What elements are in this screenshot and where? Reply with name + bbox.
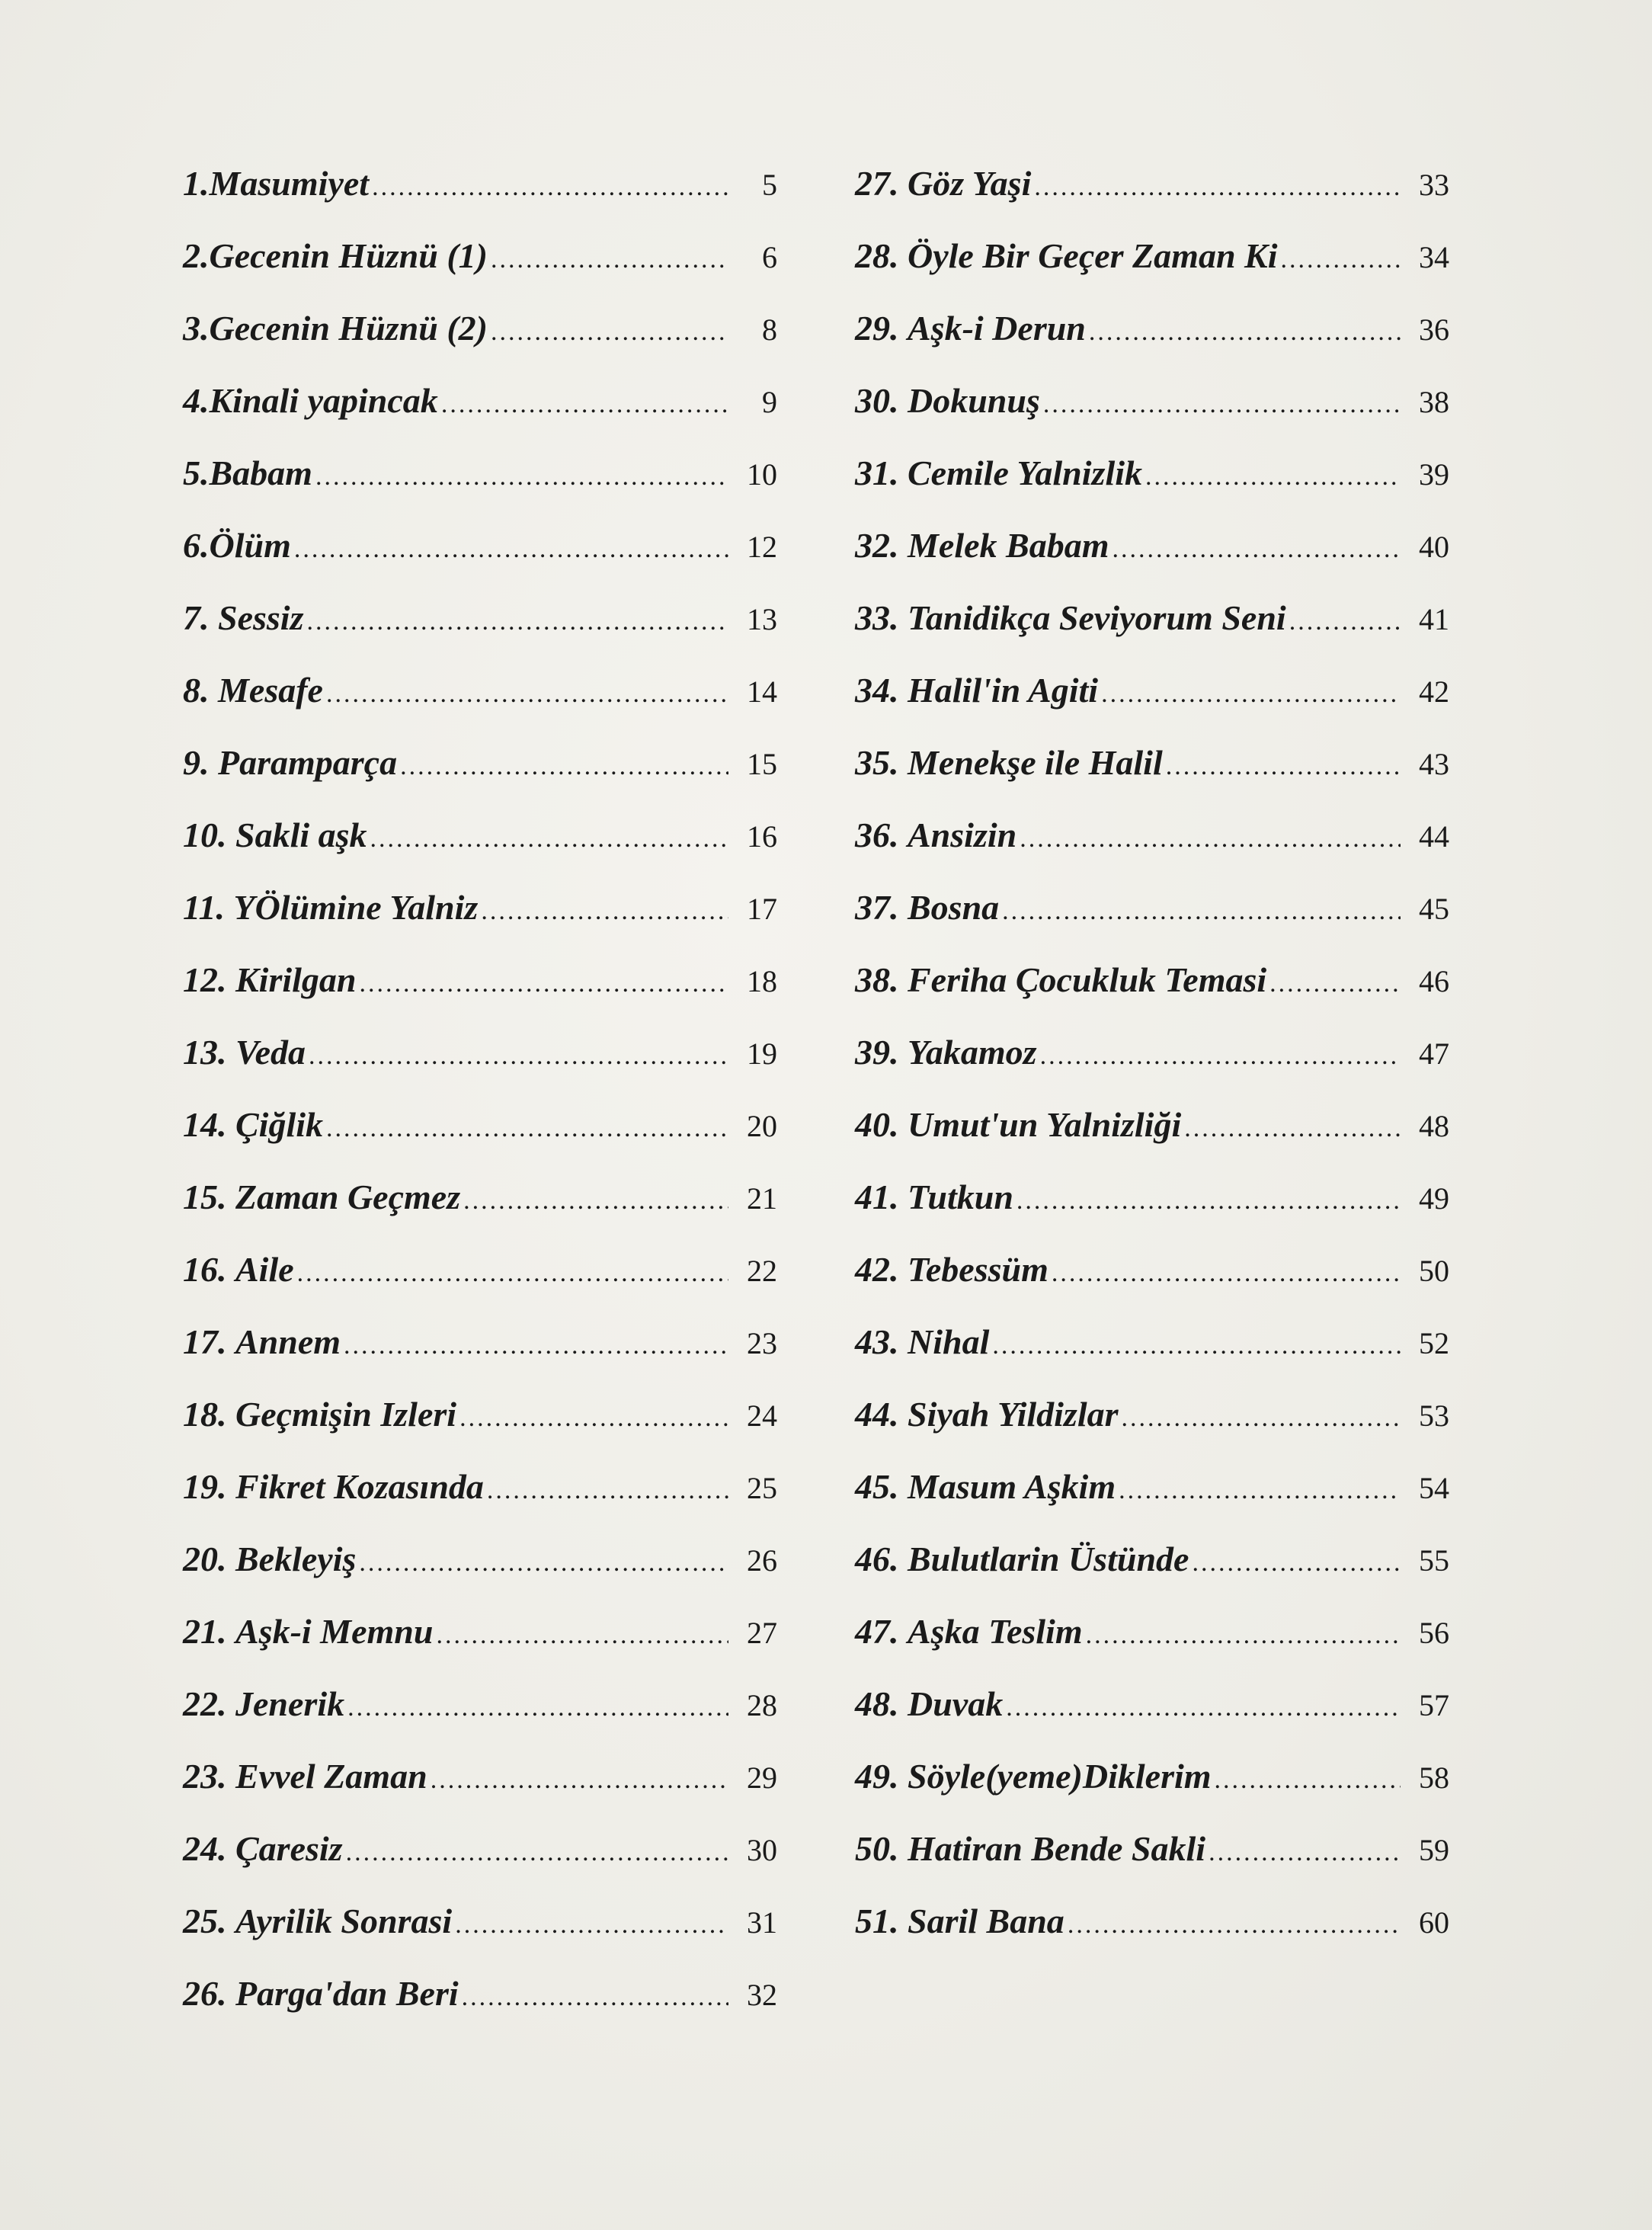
toc-entry xyxy=(855,235,1449,308)
toc-entry xyxy=(183,308,777,380)
dot-leader xyxy=(1145,463,1401,492)
dot-leader xyxy=(1122,1404,1401,1433)
entry-number: 22. xyxy=(183,1684,227,1723)
entry-number: 34. xyxy=(855,671,899,710)
entry-page-number: 15 xyxy=(747,747,777,781)
toc-entry xyxy=(183,1684,777,1756)
toc-entry xyxy=(855,742,1449,815)
entry-number: 7. xyxy=(183,598,210,637)
entry-page-number: 45 xyxy=(1419,892,1449,926)
entry-number: 11. xyxy=(183,888,225,927)
entry-number: 1. xyxy=(183,164,210,203)
toc-entry xyxy=(855,1394,1449,1466)
entry-title: Gecenin Hüznü (2) xyxy=(209,309,488,348)
entry-number: 6. xyxy=(183,526,210,565)
toc-entry xyxy=(183,670,777,742)
dot-leader xyxy=(491,318,728,347)
entry-title: Melek Babam xyxy=(908,526,1109,565)
toc-entry xyxy=(183,1973,777,2046)
entry-number: 33. xyxy=(855,598,899,637)
entry-title: Feriha Çocukluk Temasi xyxy=(908,960,1267,999)
entry-title: Bekleyiş xyxy=(235,1540,357,1578)
entry-page-number: 12 xyxy=(747,530,777,564)
entry-title: Saril Bana xyxy=(908,1902,1065,1940)
dot-leader xyxy=(359,1549,728,1578)
toc-left-column xyxy=(183,163,777,2046)
entry-number: 17. xyxy=(183,1322,227,1361)
entry-number: 24. xyxy=(183,1829,227,1868)
entry-number: 16. xyxy=(183,1250,227,1289)
entry-title: Bosna xyxy=(908,888,1000,927)
toc-entry xyxy=(183,1322,777,1394)
entry-page-number: 18 xyxy=(747,964,777,998)
toc-entry xyxy=(855,1249,1449,1322)
dot-leader xyxy=(1281,245,1401,274)
entry-title: Parga'dan Beri xyxy=(235,1974,459,2013)
entry-number: 27. xyxy=(855,164,899,203)
toc-entry xyxy=(183,887,777,960)
dot-leader xyxy=(1068,1911,1401,1940)
entry-page-number: 58 xyxy=(1419,1761,1449,1795)
toc-entry xyxy=(855,453,1449,525)
entry-page-number: 10 xyxy=(747,457,777,492)
entry-title: Masumiyet xyxy=(209,164,370,203)
entry-page-number: 8 xyxy=(762,312,777,347)
toc-entry xyxy=(855,1901,1449,1973)
dot-leader xyxy=(297,1259,728,1288)
entry-number: 41. xyxy=(855,1177,899,1216)
entry-number: 44. xyxy=(855,1395,899,1434)
entry-number: 29. xyxy=(855,309,899,348)
dot-leader xyxy=(1006,1693,1401,1722)
entry-page-number: 26 xyxy=(747,1543,777,1578)
entry-page-number: 13 xyxy=(747,602,777,636)
dot-leader xyxy=(1209,1838,1401,1867)
entry-number: 2. xyxy=(183,236,210,275)
entry-page-number: 28 xyxy=(747,1688,777,1722)
entry-title: Göz Yaşi xyxy=(908,164,1032,203)
toc-entry xyxy=(855,1322,1449,1394)
entry-page-number: 52 xyxy=(1419,1326,1449,1360)
entry-title: Annem xyxy=(235,1322,341,1361)
entry-page-number: 36 xyxy=(1419,312,1449,347)
entry-number: 9. xyxy=(183,743,210,782)
entry-number: 47. xyxy=(855,1612,899,1651)
entry-number: 25. xyxy=(183,1902,227,1940)
entry-page-number: 44 xyxy=(1419,819,1449,854)
dot-leader xyxy=(1289,607,1401,636)
dot-leader xyxy=(1112,535,1401,564)
entry-page-number: 57 xyxy=(1419,1688,1449,1722)
entry-title: Umut'un Yalnizliği xyxy=(908,1105,1182,1144)
toc-entry xyxy=(855,1611,1449,1684)
dot-leader xyxy=(1043,390,1401,419)
entry-number: 18. xyxy=(183,1395,227,1434)
dot-leader xyxy=(992,1331,1401,1360)
entry-title: Aile xyxy=(235,1250,294,1289)
toc-entry xyxy=(183,1394,777,1466)
entry-page-number: 32 xyxy=(747,1978,777,2012)
entry-number: 12. xyxy=(183,960,227,999)
toc-entry xyxy=(855,815,1449,887)
dot-leader xyxy=(462,1983,728,2012)
entry-page-number: 21 xyxy=(747,1181,777,1216)
entry-number: 4. xyxy=(183,381,210,420)
entry-number: 40. xyxy=(855,1105,899,1144)
entry-page-number: 27 xyxy=(747,1616,777,1650)
toc-entry xyxy=(855,887,1449,960)
toc-entry xyxy=(183,1032,777,1104)
entry-title: Veda xyxy=(235,1033,306,1072)
dot-leader xyxy=(1184,1114,1401,1143)
toc-entry xyxy=(855,1756,1449,1828)
dot-leader xyxy=(1119,1476,1401,1505)
dot-leader xyxy=(491,245,728,274)
entry-number: 43. xyxy=(855,1322,899,1361)
toc-entry xyxy=(183,1104,777,1177)
entry-page-number: 40 xyxy=(1419,530,1449,564)
entry-title: Çiğlik xyxy=(235,1105,324,1144)
entry-page-number: 56 xyxy=(1419,1616,1449,1650)
entry-title: Duvak xyxy=(908,1684,1004,1723)
entry-page-number: 6 xyxy=(762,240,777,274)
entry-title: YÖlümine Yalniz xyxy=(233,888,479,927)
entry-title: Aşk-i Memnu xyxy=(235,1612,434,1651)
entry-title: Aşk-i Derun xyxy=(908,309,1086,348)
entry-page-number: 59 xyxy=(1419,1833,1449,1867)
entry-title: Hatiran Bende Sakli xyxy=(908,1829,1206,1868)
entry-number: 14. xyxy=(183,1105,227,1144)
entry-number: 49. xyxy=(855,1757,899,1796)
toc-entry xyxy=(855,308,1449,380)
entry-title: Ayrilik Sonrasi xyxy=(235,1902,453,1940)
dot-leader xyxy=(1016,1187,1401,1216)
toc-entry xyxy=(183,1177,777,1249)
entry-title: Söyle(yeme)Diklerim xyxy=(908,1757,1212,1796)
entry-number: 26. xyxy=(183,1974,227,2013)
entry-number: 39. xyxy=(855,1033,899,1072)
entry-page-number: 5 xyxy=(762,168,777,202)
entry-number: 19. xyxy=(183,1467,227,1506)
entry-title: Dokunuş xyxy=(908,381,1040,420)
entry-number: 37. xyxy=(855,888,899,927)
entry-number: 3. xyxy=(183,309,210,348)
toc-entry xyxy=(183,1466,777,1539)
dot-leader xyxy=(360,969,728,998)
entry-page-number: 25 xyxy=(747,1471,777,1505)
toc-entry xyxy=(183,1249,777,1322)
toc-entry xyxy=(855,1466,1449,1539)
entry-number: 5. xyxy=(183,453,210,492)
entry-page-number: 41 xyxy=(1419,602,1449,636)
entry-number: 38. xyxy=(855,960,899,999)
entry-number: 28. xyxy=(855,236,899,275)
entry-title: Siyah Yildizlar xyxy=(908,1395,1119,1434)
entry-title: Tebessüm xyxy=(908,1250,1049,1289)
toc-entry xyxy=(183,1539,777,1611)
toc-entry xyxy=(183,1828,777,1901)
entry-number: 51. xyxy=(855,1902,899,1940)
entry-page-number: 42 xyxy=(1419,674,1449,709)
entry-title: Halil'in Agiti xyxy=(908,671,1099,710)
toc-entry xyxy=(183,742,777,815)
entry-title: Cemile Yalnizlik xyxy=(908,453,1143,492)
dot-leader xyxy=(463,1187,728,1216)
entry-title: Öyle Bir Geçer Zaman Ki xyxy=(908,236,1278,275)
entry-number: 21. xyxy=(183,1612,227,1651)
dot-leader xyxy=(1002,897,1401,926)
entry-number: 20. xyxy=(183,1540,227,1578)
entry-number: 10. xyxy=(183,815,227,854)
toc-entry xyxy=(183,598,777,670)
toc-entry xyxy=(855,163,1449,235)
dot-leader xyxy=(455,1911,728,1940)
entry-title: Ansizin xyxy=(908,815,1017,854)
entry-title: Tanidikça Seviyorum Seni xyxy=(908,598,1286,637)
entry-number: 30. xyxy=(855,381,899,420)
entry-page-number: 55 xyxy=(1419,1543,1449,1578)
entry-title: Çaresiz xyxy=(235,1829,343,1868)
entry-page-number: 49 xyxy=(1419,1181,1449,1216)
dot-leader xyxy=(1192,1549,1401,1578)
entry-title: Fikret Kozasında xyxy=(235,1467,484,1506)
toc-entry xyxy=(183,380,777,453)
dot-leader xyxy=(487,1476,728,1505)
entry-page-number: 29 xyxy=(747,1761,777,1795)
entry-page-number: 33 xyxy=(1419,168,1449,202)
entry-page-number: 47 xyxy=(1419,1037,1449,1071)
entry-number: 32. xyxy=(855,526,899,565)
entry-title: Zaman Geçmez xyxy=(235,1177,461,1216)
dot-leader xyxy=(294,535,728,564)
entry-page-number: 50 xyxy=(1419,1254,1449,1288)
entry-title: Aşka Teslim xyxy=(908,1612,1083,1651)
entry-page-number: 23 xyxy=(747,1326,777,1360)
dot-leader xyxy=(1269,969,1401,998)
entry-number: 50. xyxy=(855,1829,899,1868)
entry-page-number: 53 xyxy=(1419,1399,1449,1433)
entry-title: Masum Aşkim xyxy=(908,1467,1116,1506)
dot-leader xyxy=(346,1838,728,1867)
entry-page-number: 43 xyxy=(1419,747,1449,781)
entry-title: Geçmişin Izleri xyxy=(235,1395,457,1434)
entry-page-number: 46 xyxy=(1419,964,1449,998)
toc-entry xyxy=(183,163,777,235)
toc-entry xyxy=(183,815,777,887)
dot-leader xyxy=(1034,173,1401,202)
toc-entry xyxy=(855,380,1449,453)
toc-entry xyxy=(183,1756,777,1828)
dot-leader xyxy=(344,1331,728,1360)
entry-title: Menekşe ile Halil xyxy=(908,743,1163,782)
entry-number: 36. xyxy=(855,815,899,854)
toc-entry xyxy=(183,235,777,308)
entry-title: Jenerik xyxy=(235,1684,345,1723)
entry-number: 42. xyxy=(855,1250,899,1289)
dot-leader xyxy=(1166,752,1401,781)
toc-entry xyxy=(855,525,1449,598)
entry-title: Yakamoz xyxy=(908,1033,1037,1072)
entry-page-number: 16 xyxy=(747,819,777,854)
dot-leader xyxy=(309,1042,728,1071)
entry-number: 15. xyxy=(183,1177,227,1216)
entry-page-number: 54 xyxy=(1419,1471,1449,1505)
entry-title: Sakli aşk xyxy=(235,815,367,854)
entry-page-number: 14 xyxy=(747,674,777,709)
dot-leader xyxy=(481,897,728,926)
entry-title: Nihal xyxy=(908,1322,990,1361)
entry-page-number: 39 xyxy=(1419,457,1449,492)
entry-page-number: 48 xyxy=(1419,1109,1449,1143)
entry-title: Evvel Zaman xyxy=(235,1757,427,1796)
toc-entry xyxy=(855,598,1449,670)
entry-number: 35. xyxy=(855,743,899,782)
dot-leader xyxy=(441,390,728,419)
dot-leader xyxy=(436,1621,728,1650)
entry-title: Babam xyxy=(209,453,312,492)
entry-title: Bulutlarin Üstünde xyxy=(908,1540,1189,1578)
entry-number: 45. xyxy=(855,1467,899,1506)
dot-leader xyxy=(1052,1259,1401,1288)
toc-entry xyxy=(855,1032,1449,1104)
toc-entry xyxy=(855,1684,1449,1756)
entry-number: 23. xyxy=(183,1757,227,1796)
entry-page-number: 60 xyxy=(1419,1905,1449,1940)
entry-title: Tutkun xyxy=(908,1177,1013,1216)
entry-title: Ölüm xyxy=(209,526,291,565)
toc-entry xyxy=(855,1539,1449,1611)
entry-page-number: 24 xyxy=(747,1399,777,1433)
toc-entry xyxy=(855,1828,1449,1901)
entry-page-number: 34 xyxy=(1419,240,1449,274)
dot-leader xyxy=(326,680,728,709)
entry-title: Sessiz xyxy=(218,598,304,637)
toc-right-column xyxy=(855,163,1449,1973)
dot-leader xyxy=(1215,1766,1401,1795)
entry-page-number: 31 xyxy=(747,1905,777,1940)
entry-number: 8. xyxy=(183,671,210,710)
dot-leader xyxy=(1086,1621,1401,1650)
dot-leader xyxy=(1040,1042,1401,1071)
dot-leader xyxy=(315,463,728,492)
toc-entry xyxy=(183,1611,777,1684)
dot-leader xyxy=(347,1693,728,1722)
toc-entry xyxy=(183,525,777,598)
entry-page-number: 9 xyxy=(762,385,777,419)
entry-title: Mesafe xyxy=(218,671,323,710)
entry-page-number: 20 xyxy=(747,1109,777,1143)
dot-leader xyxy=(1020,825,1401,854)
entry-title: Kinali yapincak xyxy=(209,381,438,420)
toc-entry xyxy=(183,960,777,1032)
toc-entry xyxy=(183,1901,777,1973)
entry-number: 13. xyxy=(183,1033,227,1072)
entry-page-number: 38 xyxy=(1419,385,1449,419)
entry-number: 31. xyxy=(855,453,899,492)
dot-leader xyxy=(306,607,728,636)
dot-leader xyxy=(326,1114,728,1143)
toc-entry xyxy=(183,453,777,525)
dot-leader xyxy=(431,1766,728,1795)
entry-page-number: 19 xyxy=(747,1037,777,1071)
dot-leader xyxy=(1101,680,1401,709)
toc-entry xyxy=(855,1177,1449,1249)
dot-leader xyxy=(459,1404,728,1433)
toc-entry xyxy=(855,670,1449,742)
entry-title: Paramparça xyxy=(218,743,398,782)
toc-entry xyxy=(855,960,1449,1032)
dot-leader xyxy=(1089,318,1401,347)
dot-leader xyxy=(372,173,728,202)
dot-leader xyxy=(400,752,728,781)
dot-leader xyxy=(370,825,728,854)
entry-title: Kirilgan xyxy=(235,960,357,999)
entry-number: 48. xyxy=(855,1684,899,1723)
entry-title: Gecenin Hüznü (1) xyxy=(209,236,488,275)
toc-entry xyxy=(855,1104,1449,1177)
entry-page-number: 17 xyxy=(747,892,777,926)
entry-page-number: 30 xyxy=(747,1833,777,1867)
entry-page-number: 22 xyxy=(747,1254,777,1288)
entry-number: 46. xyxy=(855,1540,899,1578)
